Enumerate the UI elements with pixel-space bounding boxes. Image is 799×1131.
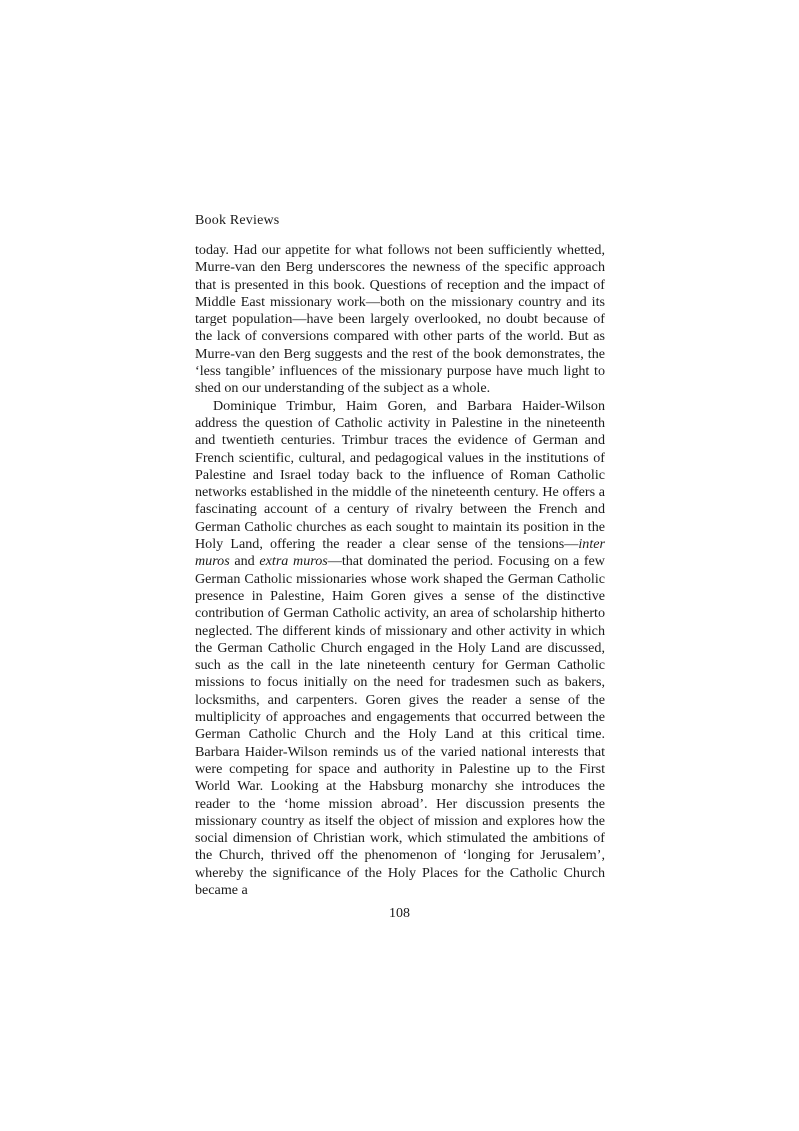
paragraph-text: Dominique Trimbur, Haim Goren, and Barbara Haider-Wilson address the question of Catholic activity in Palestine in the nineteenth and twentieth centuries. Trimbur traces the evidence of German and French scientific, cultural, and pedagogical values in the institutions of Palestine and Israel today back to the influence of Roman Catholic networks established in the middle of the nineteenth century. He offers a fascinating account of a century of rivalry between the French and German Catholic churches as each sought to maintain its position in the Holy Land, offering the reader a clear sense of the tensions— xyxy=(195,397,605,553)
paragraph-text: —that dominated the period. Focusing on a few German Catholic missionaries whose work shaped the German Catholic presence in Palestine, Haim Goren gives a sense of the distinctive contribution of German Catholic activity, an area of scholarship hitherto neglected. The different kinds of missionary and other activity in which the German Catholic Church engaged in the Holy Land are discussed, such as the call in the late nineteenth century for German Catholic missions to focus initially on the need for tradesmen such as bakers, locksmiths, and carpenters. Goren gives the reader a sense of the multiplicity of approaches and engagements that occurred between the German Catholic Church and the Holy Land at this critical time. Barbara Haider-Wilson reminds us of the varied national interests that were competing for space and authority in Palestine up to the First World War. Looking at the Habsburg monarchy she introduces the reader to the ‘home mission abroad’. Her discussion presents the missionary country as itself the object of mission and explores how the social dimension of Christian work, which stimulated the ambitions of the Church, thrived off the phenomenon of ‘longing for Jerusalem’, whereby the significance of the Holy Places for the Catholic Church became a xyxy=(195,553,605,898)
paragraph-text: and xyxy=(229,553,260,570)
paragraph-catholic-activity xyxy=(195,398,605,900)
italic-extra-muros: extra muros xyxy=(259,553,328,570)
running-head: Book Reviews xyxy=(195,213,280,228)
body-text xyxy=(195,242,605,899)
italic-inter-muros: inter muros xyxy=(195,536,605,570)
paragraph-continuation: today. Had our appetite for what follows not been sufficiently whetted, Murre-van den Berg underscores the newness of the specific approach that is presented in this book. Questions of reception and the impact of Middle East missionary work—both on the missionary country and its target population—have been largely overlooked, no doubt because of the lack of conversions compared with other parts of the world. But as Murre-van den Berg suggests and the rest of the book demonstrates, the ‘less tangible’ influences of the missionary purpose have much light to shed on our understanding of the subject as a whole. xyxy=(195,242,605,397)
page-number: 108 xyxy=(389,906,410,921)
